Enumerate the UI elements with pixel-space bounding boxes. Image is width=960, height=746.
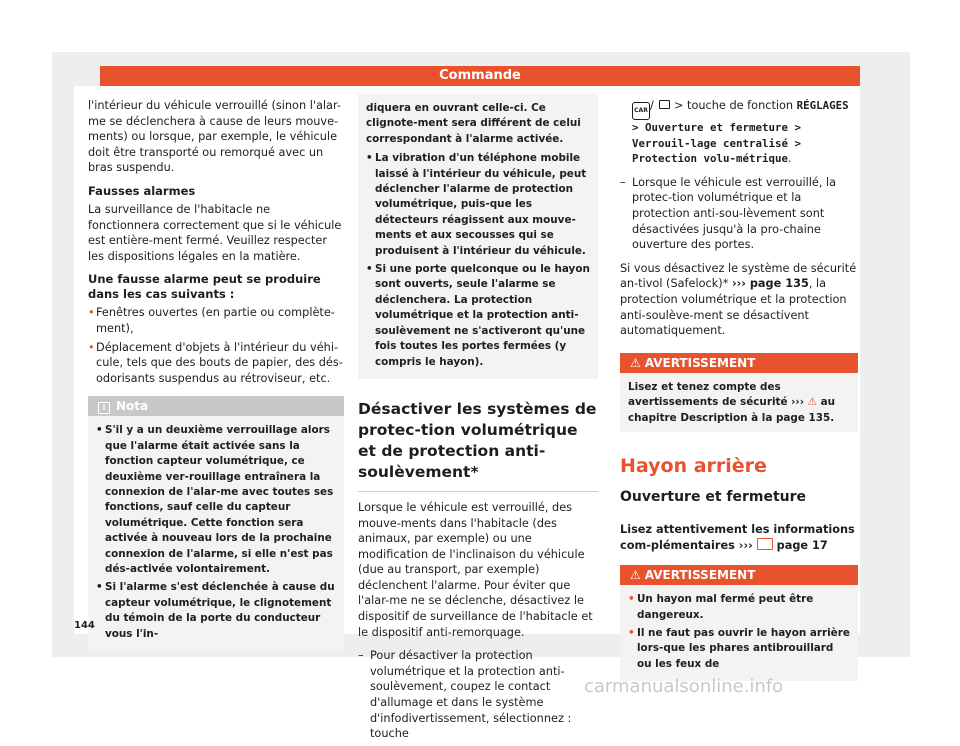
note-box-continued (358, 94, 598, 379)
list-item-text: Si une porte quelconque ou le hayon sont ouverts, seule l'alarme se déclenchera. La protection volumétrique et la protection anti-soulèvement ne s'activeront qu'une fois toutes les portes fermées (y compris le hayon). (375, 263, 590, 368)
warning-icon: ⚠ (630, 355, 641, 370)
list-item-text: Fenêtres ouvertes (en partie ou complète-ment), (96, 306, 335, 335)
note-header (88, 396, 344, 416)
warning-box (620, 565, 858, 681)
list-item (96, 423, 336, 577)
subheading-cases: Une fausse alarme peut se produire dans les cas suivants : (88, 272, 321, 302)
bullet-icon: • (88, 306, 95, 320)
page-link[interactable]: page 17 (772, 538, 828, 552)
column-2 (358, 86, 598, 746)
bullet-icon: • (96, 424, 103, 437)
note-box (88, 396, 344, 651)
car-button-icon: CAR (632, 102, 650, 120)
warning-box (620, 353, 858, 432)
note-text: diquera en ouvrant celle-ci. Ce clignote-ment sera différent de celui correspondant à l'alarme activée. (366, 102, 581, 145)
column-3 (620, 86, 858, 691)
text: Si vous désactivez le système de sécurité an-tivol (Safelock)* (620, 261, 857, 291)
warning-body (620, 373, 858, 432)
note-title: Nota (116, 399, 149, 414)
text: / (650, 99, 658, 112)
list-item-text: S'il y a un deuxième verrouillage alors que l'alarme était activée sans la fonction capteur volumétrique, ce deuxième ver-rouillage entraînera la connexion de l'alar-me avec toutes ses fonctions, sauf celle du capteur volumétrique. Cette fonction sera activée à nouveau lors de la prochaine connexion de l'alarme, si elle n'est pas dés-activée volontairement. (105, 424, 334, 575)
text: Lisez et tenez compte des avertissements de sécurité ››› (628, 380, 808, 409)
text: Lisez attentivement les informations com-plémentaires ››› (620, 522, 855, 552)
menu-path-label: RÉGLAGES > Ouverture et fermeture > Verrouil-lage centralisé > Protection volu-métrique (632, 99, 849, 166)
text: au chapitre Description à la page 135. (628, 396, 835, 424)
list-item (620, 175, 858, 253)
paragraph: Lorsque le véhicule est verrouillé, des mouve-ments dans l'habitacle (des animaux, par exemple) ou une modification de l'inclinaison du véhicule (due au transport, par exemple) déclenchent l'alarme. Pour éviter que l'alar-me ne se déclenche, désactivez le dispositif de surveillance de l'habitacle et le dispositif anti-remorquage. (358, 500, 593, 639)
watermark: carmanualsonline.info (584, 676, 784, 697)
info-icon: i (98, 402, 110, 414)
list-item-text: Il ne faut pas ouvrir le hayon arrière lors-que les phares antibrouillard ou les feux de (637, 626, 850, 670)
bullet-icon: • (628, 626, 635, 639)
list-item (358, 648, 598, 742)
warning-icon: ⚠ (630, 568, 641, 583)
text: > touche de fonction (670, 99, 797, 112)
paragraph (620, 261, 858, 339)
menu-icon (659, 100, 670, 109)
page-link[interactable]: ››› page 135 (731, 277, 809, 291)
page-number: 144 (74, 620, 95, 631)
warning-title: AVERTISSEMENT (644, 568, 756, 583)
list-item-text: Pour désactiver la protection volumétrique et la protection anti-soulèvement, coupez le contact d'allumage et dans le système d'infodivertissement, sélectionnez : touche (370, 649, 572, 741)
section-heading: Désactiver les systèmes de protec-tion volumétrique et de protection anti-soulèvement* (358, 399, 598, 492)
bullet-icon: • (96, 581, 103, 594)
warning-icon: ⚠ (807, 396, 817, 409)
menu-path (620, 98, 858, 167)
list-item (628, 626, 850, 672)
list-item-text: Lorsque le véhicule est verrouillé, la protec-tion volumétrique et la protection anti-sou-lèvement sont désactivées jusqu'à la pro-chaine ouverture des portes. (632, 175, 837, 252)
note-body (358, 94, 598, 379)
chapter-heading: Hayon arrière (620, 454, 767, 477)
subheading-false-alarms: Fausses alarmes (88, 183, 196, 198)
section-header: Commande (100, 66, 860, 86)
list-item (366, 151, 590, 259)
book-icon (757, 538, 773, 550)
text: , la protection volumétrique et la protection anti-soulève-ment se désactivent automatiquement. (620, 277, 847, 338)
bullet-icon: • (366, 152, 373, 165)
list-item (96, 580, 336, 642)
warning-header (620, 565, 858, 585)
bullet-icon: • (628, 593, 635, 606)
list-item-text: Déplacement d'objets à l'intérieur du véhi-cule, tels que des bouts de papier, des dés-odorisants suspendus au rétroviseur, etc. (96, 340, 343, 385)
list-item-text: Si l'alarme s'est déclenchée à cause du capteur volumétrique, le clignotement du témoin de la porte du conducteur vous l'in- (105, 581, 335, 640)
dash-icon: – (620, 175, 626, 189)
list-item (366, 262, 590, 370)
note-body (88, 416, 344, 651)
warning-body (620, 585, 858, 681)
list-item (88, 340, 344, 387)
paragraph: l'intérieur du véhicule verrouillé (sinon l'alar-me se déclenchera à cause de leurs mouve-ments) ou lorsque, par exemple, le véhicule doit être transporté ou remorqué avec un bras suspendu. (88, 99, 341, 175)
paragraph: La surveillance de l'habitacle ne fonctionnera correctement que si le véhicule est entière-ment fermé. Veuillez respecter les dispositions légales en la matière. (88, 202, 342, 263)
bullet-icon: • (88, 340, 95, 354)
text: . (788, 152, 792, 166)
list-item (628, 592, 850, 623)
column-1 (88, 86, 344, 661)
warning-title: AVERTISSEMENT (644, 355, 756, 370)
subsection-heading: Ouverture et fermeture (620, 488, 807, 505)
list-item-text: Un hayon mal fermé peut être dangereux. (637, 593, 814, 621)
bullet-icon: • (366, 263, 373, 276)
list-item-text: La vibration d'un téléphone mobile laissé à l'intérieur du véhicule, peut déclencher l'alarme de protection volumétrique, puis-que les détecteurs réagissent aux mouve-ments et aux secousses qui se produisent à l'intérieur du véhicule. (375, 152, 587, 257)
warning-header (620, 353, 858, 373)
list-item (88, 305, 344, 336)
paragraph (620, 522, 858, 553)
dash-icon: – (358, 649, 364, 663)
